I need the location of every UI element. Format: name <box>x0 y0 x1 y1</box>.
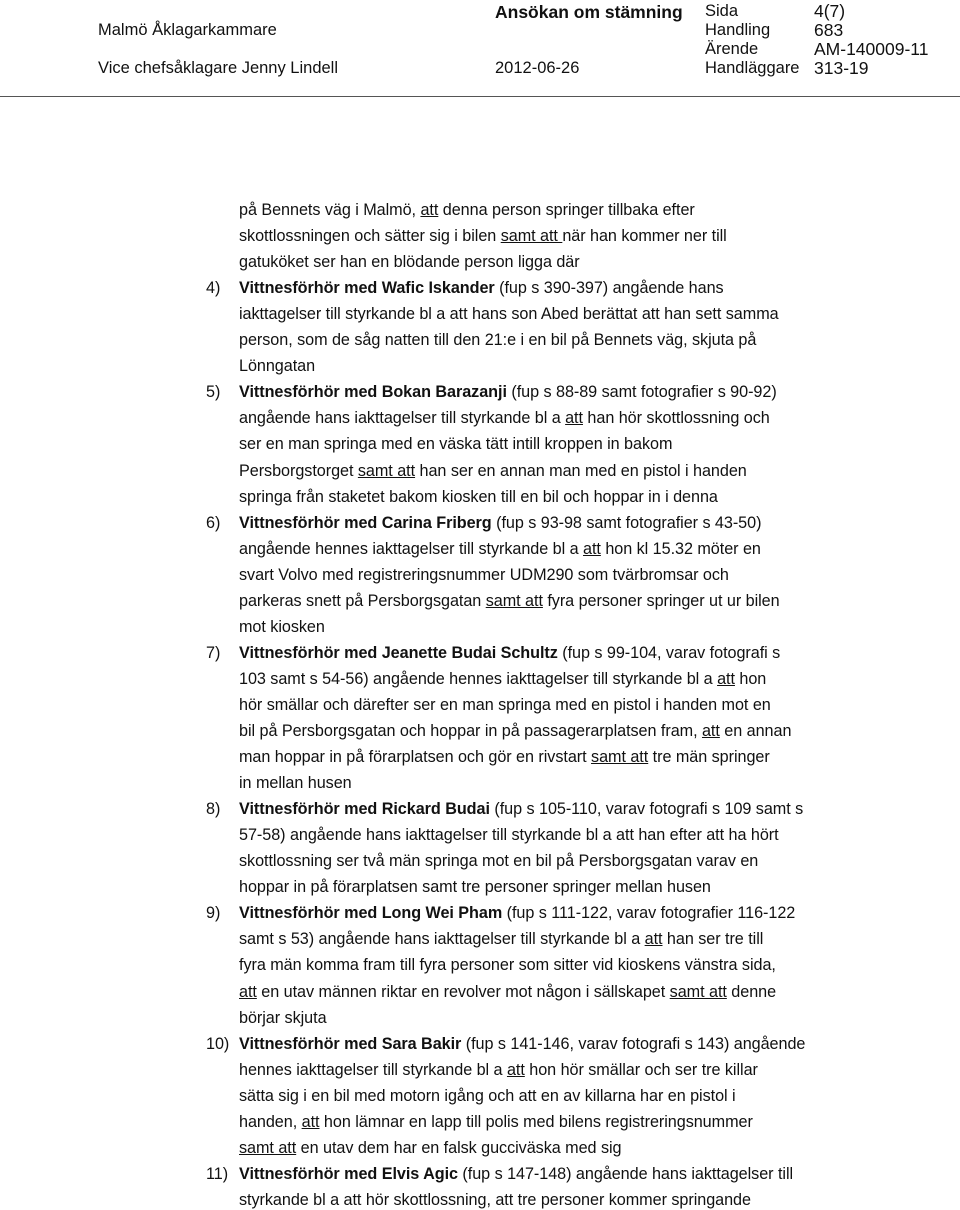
text-line <box>239 1060 758 1080</box>
text-segment: svart Volvo med registreringsnummer UDM290 som tvärbromsar och <box>239 565 729 584</box>
prosecutor-name: Vice chefsåklagare Jenny Lindell <box>98 59 339 77</box>
text-segment: hör smällar och därefter ser en man springa med en pistol i handen mot en <box>239 695 771 714</box>
text-segment: samt att <box>485 591 543 610</box>
text-segment: gatuköket ser han en blödande person ligga där <box>239 253 580 272</box>
text-line <box>239 773 352 793</box>
item-number: 5) <box>206 383 221 402</box>
text-line <box>239 825 779 845</box>
text-segment: (fup s 141-146, varav fotografi s 143) angående <box>461 1034 806 1053</box>
meta-value-handling: 683 <box>814 20 844 40</box>
witness-heading: Vittnesförhör med Bokan Barazanji <box>239 383 507 402</box>
text-segment: denna person springer tillbaka efter <box>438 201 695 219</box>
text-segment: ser en man springa med en väska tätt intill kroppen in bakom <box>239 435 673 454</box>
text-segment: (fup s 390-397) angående hans <box>494 279 724 298</box>
text-line <box>239 903 795 923</box>
office-name: Malmö Åklagarkammare <box>98 21 277 39</box>
text-line <box>239 513 761 533</box>
text-segment: en annan <box>719 722 792 740</box>
text-line <box>239 278 724 298</box>
text-segment: hon kl 15.32 möter en <box>600 539 761 558</box>
text-line <box>239 487 718 507</box>
text-line <box>239 982 776 1002</box>
text-segment: mot kiosken <box>239 617 325 636</box>
meta-value-case: AM-140009-11 <box>814 39 929 59</box>
text-segment: samt att <box>357 461 416 480</box>
text-segment: hon lämnar en lapp till polis med bilens registreringsnummer <box>319 1112 753 1131</box>
text-line <box>239 461 747 481</box>
text-line <box>239 539 761 559</box>
text-line <box>239 304 779 324</box>
text-segment: han ser en annan man med en pistol i handen <box>415 461 747 480</box>
text-line <box>239 721 791 741</box>
text-line <box>239 434 672 454</box>
meta-label-case: Ärende <box>705 40 759 58</box>
text-segment: denne <box>726 982 777 1001</box>
witness-heading: Vittnesförhör med Elvis Agic <box>239 1164 458 1183</box>
text-segment: 103 samt s 54-56) angående hennes iakttagelser till styrkande bl a <box>239 669 718 688</box>
item-number: 8) <box>206 800 221 819</box>
text-segment: att <box>506 1060 525 1079</box>
text-segment: fyra män komma fram till fyra personer som sitter vid kioskens vänstra sida, <box>239 956 776 975</box>
meta-value-page: 4(7) <box>814 1 846 21</box>
text-line <box>239 799 803 819</box>
text-segment: han hör skottlossning och <box>582 409 770 428</box>
text-segment: tre män springer <box>648 748 770 767</box>
text-segment: att <box>701 722 720 740</box>
text-segment: (fup s 105-110, varav fotografi s 109 samt s <box>489 800 804 819</box>
text-segment: styrkande bl a att hör skottlossning, att tre personer kommer springande <box>239 1190 751 1209</box>
header-divider <box>0 96 960 97</box>
meta-label-page: Sida <box>705 2 739 20</box>
text-line <box>239 1112 753 1132</box>
document-date: 2012-06-26 <box>495 59 580 77</box>
text-line <box>239 565 729 585</box>
text-line <box>239 1164 793 1184</box>
text-segment: (fup s 88-89 samt fotografier s 90-92) <box>506 383 777 402</box>
text-line <box>239 1008 327 1028</box>
text-segment: han ser tre till <box>662 930 764 949</box>
text-segment: hennes iakttagelser till styrkande bl a <box>239 1060 507 1079</box>
text-line <box>239 200 695 220</box>
text-segment: att <box>583 539 601 558</box>
text-line <box>239 1138 622 1158</box>
text-segment: springa från staketet bakom kiosken till en bil och hoppar in i denna <box>239 487 718 506</box>
item-number: 10) <box>206 1034 230 1053</box>
item-number: 6) <box>206 513 221 532</box>
text-line <box>239 851 758 871</box>
witness-heading: Vittnesförhör med Rickard Budai <box>239 800 490 819</box>
witness-heading: Vittnesförhör med Wafic Iskander <box>239 279 495 298</box>
text-line <box>239 1034 805 1054</box>
text-segment: in mellan husen <box>239 774 352 793</box>
text-line <box>239 643 780 663</box>
text-segment: hon hör smällar och ser tre killar <box>524 1060 758 1079</box>
text-line <box>239 747 770 767</box>
text-segment: skottlossningen och sätter sig i bilen <box>239 227 501 246</box>
text-segment: (fup s 147-148) angående hans iakttagelser till <box>457 1164 794 1183</box>
text-segment: på Bennets väg i Malmö, <box>239 201 421 219</box>
text-segment: att <box>644 930 663 949</box>
text-segment: samt att <box>591 748 649 767</box>
text-segment: (fup s 99-104, varav fotografi s <box>557 643 781 662</box>
text-segment: börjar skjuta <box>239 1008 327 1027</box>
item-number: 9) <box>206 904 221 923</box>
text-segment: att <box>239 982 257 1001</box>
text-segment: skottlossning ser två män springa mot en bil på Persborgsgatan varav en <box>239 852 759 871</box>
text-segment: samt s 53) angående hans iakttagelser till styrkande bl a <box>239 930 645 949</box>
text-segment: att <box>301 1112 320 1131</box>
text-line <box>239 617 325 637</box>
text-segment: Persborgstorget <box>239 461 358 480</box>
text-segment: 57-58) angående hans iakttagelser till styrkande bl a att han efter att ha hört <box>239 826 779 845</box>
text-line <box>239 226 727 246</box>
text-segment: hoppar in på förarplatsen samt tre personer springer mellan husen <box>239 878 711 897</box>
text-segment: man hoppar in på förarplatsen och gör en rivstart <box>239 748 592 767</box>
document-type: Ansökan om stämning <box>495 2 683 22</box>
witness-heading: Vittnesförhör med Sara Bakir <box>239 1034 462 1053</box>
text-segment: Lönngatan <box>239 357 316 376</box>
text-segment: en utav männen riktar en revolver mot någon i sällskapet <box>256 982 670 1001</box>
text-segment: person, som de såg natten till den 21:e i en bil på Bennets väg, skjuta på <box>239 331 757 350</box>
text-segment: hon <box>734 669 767 688</box>
text-segment: handen, <box>239 1112 302 1131</box>
text-line <box>239 382 777 402</box>
witness-heading: Vittnesförhör med Carina Friberg <box>239 513 492 532</box>
witness-heading: Vittnesförhör med Long Wei Pham <box>239 904 503 923</box>
item-number: 4) <box>206 279 221 298</box>
text-line <box>239 252 580 272</box>
text-segment: (fup s 111-122, varav fotografier 116-122 <box>502 904 796 923</box>
meta-value-officer: 313-19 <box>814 58 869 78</box>
text-segment: fyra personer springer ut ur bilen <box>542 591 780 610</box>
text-segment: att <box>565 409 583 428</box>
text-segment: en utav dem har en falsk gucciväska med sig <box>296 1138 622 1157</box>
text-segment: sätta sig i en bil med motorn igång och att en av killarna har en pistol i <box>239 1086 736 1105</box>
item-number: 7) <box>206 643 221 662</box>
text-segment: att <box>717 669 735 688</box>
text-segment: att <box>420 201 439 219</box>
text-line <box>239 356 315 376</box>
witness-heading: Vittnesförhör med Jeanette Budai Schultz <box>239 643 558 662</box>
text-segment: angående hans iakttagelser till styrkande bl a <box>239 409 566 428</box>
text-segment: iakttagelser till styrkande bl a att hans son Abed berättat att han sett samma <box>239 305 779 324</box>
text-segment: (fup s 93-98 samt fotografier s 43-50) <box>491 513 762 532</box>
item-number: 11) <box>206 1164 229 1183</box>
text-line <box>239 695 771 715</box>
text-line <box>239 929 763 949</box>
text-line <box>239 330 756 350</box>
text-line <box>239 408 770 428</box>
text-segment: angående hennes iakttagelser till styrkande bl a <box>239 539 584 558</box>
text-segment: samt att <box>500 227 563 246</box>
text-line <box>239 1086 736 1106</box>
text-segment: parkeras snett på Persborgsgatan <box>239 591 486 610</box>
text-line <box>239 1190 751 1210</box>
meta-label-officer: Handläggare <box>705 59 800 77</box>
text-line <box>239 955 776 975</box>
text-segment: bil på Persborgsgatan och hoppar in på passagerarplatsen fram, <box>239 722 702 740</box>
text-segment: samt att <box>239 1138 297 1157</box>
text-segment: samt att <box>669 982 727 1001</box>
text-segment: när han kommer ner till <box>562 227 727 246</box>
meta-label-handling: Handling <box>705 21 771 39</box>
text-line <box>239 591 780 611</box>
text-line <box>239 877 711 897</box>
text-line <box>239 669 766 689</box>
